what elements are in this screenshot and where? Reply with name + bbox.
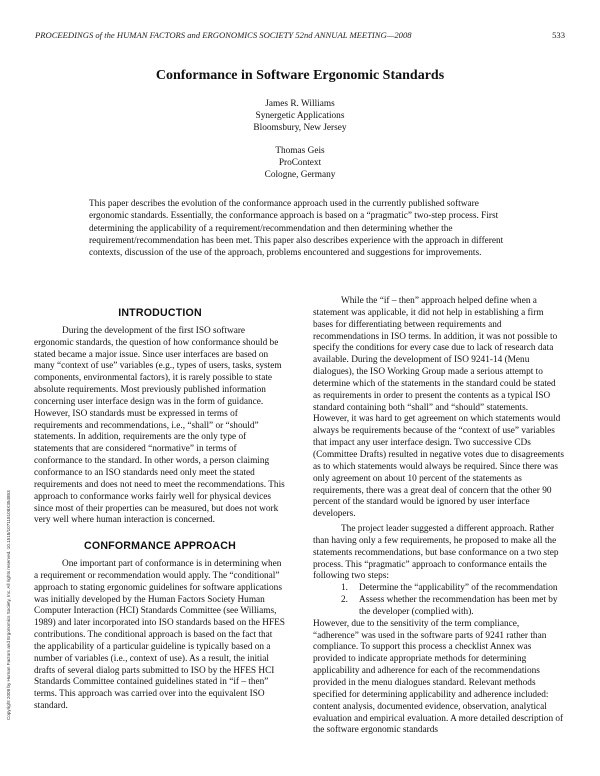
left-column [34, 296, 286, 713]
author-affiliation: ProContext [278, 157, 322, 168]
author-name: Thomas Geis [275, 145, 325, 156]
author-list [0, 98, 600, 191]
approach-paragraph: One important part of conformance is in determining when a requirement or recommendation would apply. The “conditional” approach to stating ergonomic guidelines for software applications was initially developed by the Human Factors Society Human Computer Interaction (HCI) Standards Committee (see Williams, 1989) and later incorporated into ISO standards based on the HFES contributions. The conditional approach is based on the fact that the applicability of a particular guideline is typically based on a number of variables (i.e., context of use). As a result, the initial drafts of several dialog parts submitted to ISO by the HFES HCI Standards Committee contained guidelines stated in “if – then” terms. This approach was carried over into the equivalent ISO standard. [34, 559, 285, 712]
section-heading-introduction: INTRODUCTION [118, 307, 202, 319]
author-affiliation: Synergetic Applications [255, 111, 345, 122]
paper-title: Conformance in Software Ergonomic Standards [155, 68, 445, 83]
copyright-side-note: Copyright 2008 by Human Factors and Ergonomics Society, Inc. All rights reserved. 10.1518/107118108X354853 [6, 490, 11, 720]
process-steps-list [313, 583, 565, 619]
running-header [35, 30, 565, 40]
right-column [313, 296, 565, 737]
body-paragraph: While the “if – then” approach helped define when a statement was applicable, it did not help in establishing a firm bases for differentiating between requirements and recommendations in ISO terms. In addition, it was not possible to specify the conditions for every case due to lack of research data available. During the development of ISO 9241-14 (Menu dialogues), the ISO Working Group made a serious attempt to determine which of the statements in the standard could be stated as requirements in order to present the contents as a typical ISO standard containing both “shall” and “should” statements. However, it was hard to get agreement on which statements would always be requirements because of the “context of use” variables that impact any user interface design. Two successive CDs (Committee Drafts) resulted in negative votes due to disagreements as to which statements would always be required. Since there was only agreement on about 10 percent of the statements as requirements, there was a great deal of concern that the other 90 percent of the standard would be ignored by user interface developers. [313, 296, 564, 520]
intro-paragraph: During the development of the first ISO software ergonomic standards, the question of how conformance should be stated became a major issue. Since user interfaces are based on many “context of use” variables (e.g., types of users, tasks, system components, environmental factors), it is rarely possible to state absolute requirements. Most previously published information concerning user interface design was in the form of guidance. However, ISO standards must be expressed in terms of requirements and recommendations, i.e., “shall” or “should” statements. In addition, requirements are the only type of statements that are considered “normative” in terms of conformance to the standard. In other words, a person claiming conformance to an ISO standards need only meet the stated requirements and does not need to meet the recommendations. This approach to conformance works fairly well for physical devices since most of their properties can be measured, but does not work very well where human interaction is concerned. [34, 325, 285, 526]
body-paragraph: The project leader suggested a different approach. Rather than having only a few requirements, he proposed to make all the statements recommendations, but base conformance on a two step process. This “pragmatic” approach to conformance entails the following two steps: [313, 524, 559, 582]
abstract: This paper describes the evolution of the conformance approach used in the currently published software ergonomic standards. Essentially, the conformance approach is based on a “pragmatic” two-step process. First determining the applicability of a requirement/recommendation and then determining whether the requirement/recommendation has been met. This paper also describes experience with the approach in different contexts, discussion of the use of the approach, problems encountered and suggestions for improvements. [89, 199, 504, 259]
section-heading-conformance-approach: CONFORMANCE APPROACH [84, 540, 236, 553]
page-number: 533 [552, 30, 565, 40]
step-number: 2. [341, 595, 348, 606]
author-block [0, 98, 600, 135]
author-location: Bloomsbury, New Jersey [253, 123, 347, 134]
list-item [313, 595, 565, 619]
step-text: Assess whether the recommendation has been met by the developer (complied with). [359, 595, 558, 617]
author-name: James R. Williams [265, 99, 335, 109]
running-title: PROCEEDINGS of the HUMAN FACTORS and ERGONOMICS SOCIETY 52nd ANNUAL MEETING—2008 [35, 30, 412, 40]
author-block [0, 145, 600, 182]
step-text: Determine the “applicability” of the recommendation [359, 583, 558, 594]
list-item [313, 583, 565, 595]
author-location: Cologne, Germany [264, 170, 336, 181]
step-number: 1. [341, 583, 348, 594]
body-paragraph: However, due to the sensitivity of the term compliance, “adherence” was used in the software parts of 9241 rather than compliance. To support this process a checklist Annex was provided to indicate appropriate methods for determining applicability and adherence for each of the recommendations provided in the menu dialogues standard. Relevant methods specified for determining applicability and adherence included: content analysis, documented evidence, observation, analytical evaluation and empirical evaluation. A more detailed description of the software ergonomic standards [313, 618, 564, 736]
